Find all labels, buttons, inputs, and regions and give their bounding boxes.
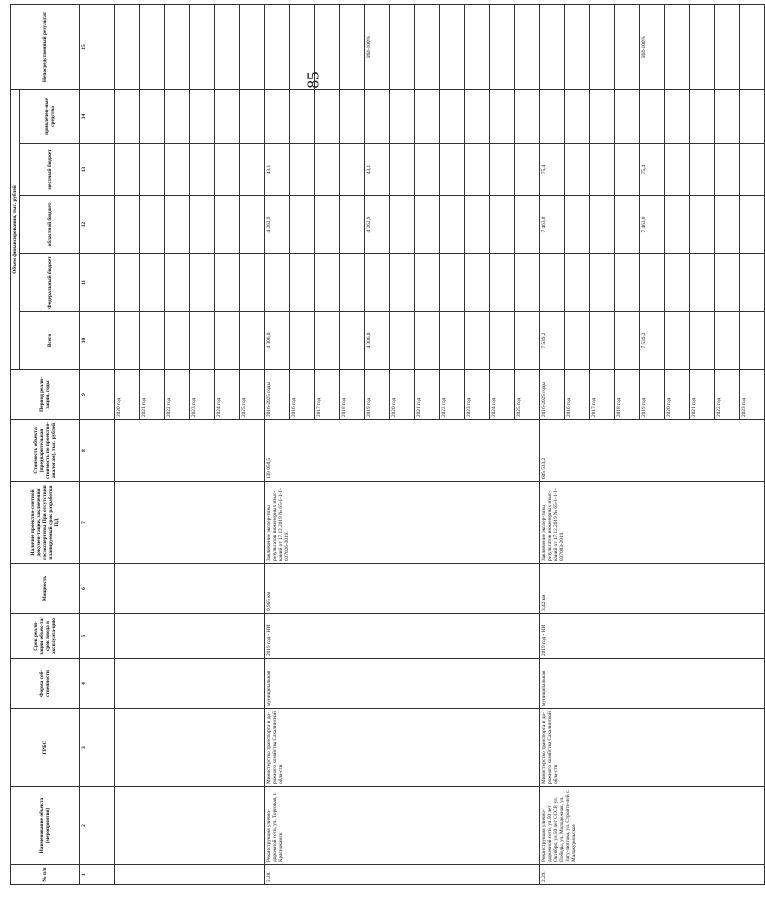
local-cell — [665, 144, 690, 196]
local-cell: 75,4 — [640, 144, 665, 196]
local-cell: 43,1 — [365, 144, 390, 196]
period-cell: 2022 год — [165, 370, 190, 420]
private-cell — [490, 89, 515, 143]
header-power: Мощность — [11, 564, 80, 614]
private-cell — [540, 89, 565, 143]
period-cell: 2018 год — [615, 370, 640, 420]
federal-cell — [340, 254, 365, 312]
empty-cell — [115, 614, 265, 659]
period-cell: 2016 год — [290, 370, 315, 420]
column-number-row — [80, 4, 115, 884]
federal-cell — [565, 254, 590, 312]
local-cell — [465, 144, 490, 196]
column-number: 14 — [80, 89, 115, 143]
private-cell — [590, 89, 615, 143]
header-name: Наименование объекта (мероприятия) — [11, 787, 80, 865]
period-cell: 2020 год — [665, 370, 690, 420]
federal-cell — [265, 254, 290, 312]
empty-cell — [165, 89, 190, 143]
local-cell — [340, 144, 365, 196]
total-cell — [665, 312, 690, 370]
federal-cell — [290, 254, 315, 312]
period-cell: 2025 год — [240, 370, 265, 420]
term-cell: 2019 год - НИ — [540, 614, 765, 659]
federal-cell — [665, 254, 690, 312]
period-cell: 2021 год — [415, 370, 440, 420]
psd-cell: Заключение экспер-тизы результатов инженерных изыс-каний от 17.12.2019 № 65-1-1-1-037083-2019. — [540, 482, 765, 564]
federal-cell — [490, 254, 515, 312]
local-cell — [740, 144, 765, 196]
column-number: 2 — [80, 787, 115, 865]
empty-cell — [115, 4, 140, 89]
empty-cell — [190, 144, 215, 196]
column-number: 12 — [80, 196, 115, 254]
column-number: 4 — [80, 659, 115, 709]
federal-cell — [315, 254, 340, 312]
local-cell — [315, 144, 340, 196]
empty-cell — [115, 787, 265, 865]
total-cell — [315, 312, 340, 370]
local-cell — [440, 144, 465, 196]
federal-cell — [715, 254, 740, 312]
result-cell — [290, 4, 315, 89]
federal-cell — [640, 254, 665, 312]
period-cell: 2024 год — [215, 370, 240, 420]
object-name: Реконструкция улично-дорожной сети, ул.50 лет Октября, ул.50 лет СССР, ул. Победы, ул. Молодежная, ул. Загу-зинтова, ул. Строите-лей с. Малокурильское — [540, 787, 765, 865]
private-cell — [515, 89, 540, 143]
empty-cell — [115, 659, 265, 709]
result-cell — [740, 4, 765, 89]
empty-cell — [115, 482, 265, 564]
private-cell — [390, 89, 415, 143]
federal-cell — [415, 254, 440, 312]
period-cell: 2018 год — [340, 370, 365, 420]
header-grbs: ГРБС — [11, 709, 80, 787]
result-cell — [340, 4, 365, 89]
period-cell: 2016-2025 годы — [265, 370, 290, 420]
header-total: Всего — [20, 312, 80, 370]
local-cell — [690, 144, 715, 196]
total-cell: 7 539,2 — [540, 312, 565, 370]
total-cell — [390, 312, 415, 370]
local-cell — [590, 144, 615, 196]
total-cell — [415, 312, 440, 370]
federal-cell — [440, 254, 465, 312]
cost-cell: 605 533,2 — [540, 420, 765, 482]
empty-cell — [115, 196, 140, 254]
header-cost: Стоимость объекта (предварительная стоимость по проектно-аналогам), тыс. рублей — [11, 420, 80, 482]
period-cell: 2022 год — [715, 370, 740, 420]
total-cell — [690, 312, 715, 370]
header-funding: Объем финансирования, тыс. рублей — [11, 89, 20, 369]
private-cell — [265, 89, 290, 143]
empty-cell — [240, 196, 265, 254]
empty-cell — [165, 4, 190, 89]
header-year-row — [115, 4, 140, 884]
period-cell: 2020 год — [115, 370, 140, 420]
total-cell — [615, 312, 640, 370]
total-cell — [490, 312, 515, 370]
object-name: Реконструкция улично-дорожной сети, ул. Торговая, г. Краснокамск — [265, 787, 540, 865]
period-cell: 2023 год — [740, 370, 765, 420]
result-cell — [315, 4, 340, 89]
grbs-cell: Министерство транспорта и до-рожного хозяйства Сахалинской обла-сти — [540, 709, 765, 787]
local-cell — [490, 144, 515, 196]
result-cell — [665, 4, 690, 89]
column-number: 9 — [80, 370, 115, 420]
result-cell — [390, 4, 415, 89]
federal-cell — [740, 254, 765, 312]
header-num: № п/п — [11, 865, 80, 885]
empty-cell — [240, 312, 265, 370]
regional-cell — [340, 196, 365, 254]
column-number: 13 — [80, 144, 115, 196]
private-cell — [690, 89, 715, 143]
header-federal: Федеральный бюджет — [20, 254, 80, 312]
column-number: 15 — [80, 4, 115, 89]
private-cell — [465, 89, 490, 143]
federal-cell — [690, 254, 715, 312]
cost-cell: 139 050,5 — [265, 420, 540, 482]
local-cell — [390, 144, 415, 196]
federal-cell — [390, 254, 415, 312]
private-cell — [290, 89, 315, 143]
empty-cell — [165, 254, 190, 312]
regional-cell — [290, 196, 315, 254]
regional-cell — [740, 196, 765, 254]
result-cell — [590, 4, 615, 89]
column-number: 11 — [80, 254, 115, 312]
empty-cell — [215, 254, 240, 312]
total-cell: 4 306,0 — [265, 312, 290, 370]
federal-cell — [465, 254, 490, 312]
column-number: 7 — [80, 482, 115, 564]
local-cell — [290, 144, 315, 196]
private-cell — [365, 89, 390, 143]
total-cell: 4 306,0 — [365, 312, 390, 370]
private-cell — [565, 89, 590, 143]
result-cell — [440, 4, 465, 89]
total-cell — [740, 312, 765, 370]
empty-cell — [165, 144, 190, 196]
total-cell — [565, 312, 590, 370]
federal-cell — [590, 254, 615, 312]
header-period: Период реали-зации, годы — [11, 370, 80, 420]
column-number: 5 — [80, 614, 115, 659]
empty-cell — [140, 89, 165, 143]
regional-cell — [690, 196, 715, 254]
empty-cell — [115, 865, 265, 885]
local-cell — [615, 144, 640, 196]
regional-cell — [415, 196, 440, 254]
period-cell: 2023 год — [190, 370, 215, 420]
local-cell — [515, 144, 540, 196]
regional-cell — [440, 196, 465, 254]
private-cell — [740, 89, 765, 143]
total-cell — [440, 312, 465, 370]
regional-cell: 4 262,9 — [265, 196, 290, 254]
empty-cell — [140, 144, 165, 196]
private-cell — [415, 89, 440, 143]
regional-cell — [665, 196, 690, 254]
regional-cell — [590, 196, 615, 254]
header-local: местный бюджет — [20, 144, 80, 196]
result-cell — [565, 4, 590, 89]
empty-cell — [115, 709, 265, 787]
result-cell — [490, 4, 515, 89]
total-cell — [590, 312, 615, 370]
table-row — [540, 4, 565, 884]
row-number: 2.29. — [540, 865, 765, 885]
period-cell: 2020 год — [390, 370, 415, 420]
empty-cell — [140, 254, 165, 312]
regional-cell — [615, 196, 640, 254]
empty-cell — [165, 196, 190, 254]
regional-cell: 7 463,8 — [540, 196, 565, 254]
federal-cell — [540, 254, 565, 312]
ownership-cell: муниципальная — [540, 659, 765, 709]
local-cell — [415, 144, 440, 196]
total-cell — [515, 312, 540, 370]
result-cell — [265, 4, 290, 89]
empty-cell — [140, 196, 165, 254]
period-cell: 2021 год — [140, 370, 165, 420]
empty-cell — [240, 89, 265, 143]
column-number: 3 — [80, 709, 115, 787]
empty-cell — [140, 312, 165, 370]
local-cell — [715, 144, 740, 196]
regional-cell — [465, 196, 490, 254]
period-cell: 2024 год — [490, 370, 515, 420]
empty-cell — [215, 196, 240, 254]
result-cell — [615, 4, 640, 89]
empty-cell — [115, 89, 140, 143]
empty-cell — [115, 254, 140, 312]
total-cell: 7 539,2 — [640, 312, 665, 370]
empty-cell — [190, 4, 215, 89]
private-cell — [715, 89, 740, 143]
regional-cell: 4 262,9 — [365, 196, 390, 254]
empty-cell — [215, 4, 240, 89]
page-number: 85 — [303, 71, 323, 89]
empty-cell — [115, 564, 265, 614]
grbs-cell: Министерство транспорта и до-рожного хозяйства Сахалинской обла-сти — [265, 709, 540, 787]
header-regional: областной бюджет — [20, 196, 80, 254]
regional-cell — [565, 196, 590, 254]
private-cell — [665, 89, 690, 143]
empty-cell — [240, 144, 265, 196]
total-cell — [290, 312, 315, 370]
empty-cell — [140, 4, 165, 89]
header-private: привлечен-ные средства — [20, 89, 80, 143]
period-cell: 2017 год — [590, 370, 615, 420]
federal-cell — [365, 254, 390, 312]
regional-cell — [490, 196, 515, 254]
period-cell: 2025 год — [515, 370, 540, 420]
result-cell — [465, 4, 490, 89]
row-number: 2.28. — [265, 865, 540, 885]
private-cell — [315, 89, 340, 143]
period-cell: 2016 год — [565, 370, 590, 420]
rotated-table-wrapper — [10, 5, 747, 885]
empty-cell — [165, 312, 190, 370]
period-cell: 2019 год — [640, 370, 665, 420]
private-cell — [440, 89, 465, 143]
column-number: 8 — [80, 420, 115, 482]
period-cell: 2023 год — [465, 370, 490, 420]
federal-cell — [615, 254, 640, 312]
empty-cell — [115, 420, 265, 482]
private-cell — [340, 89, 365, 143]
empty-cell — [190, 196, 215, 254]
header-term: Срок реали-зации объек-та/ срок ввода в эксплуата-цию — [11, 614, 80, 659]
regional-cell — [515, 196, 540, 254]
result-cell: ИИ-100% — [365, 4, 390, 89]
ownership-cell: муниципальная — [265, 659, 540, 709]
regional-cell — [715, 196, 740, 254]
result-cell — [715, 4, 740, 89]
local-cell — [565, 144, 590, 196]
regional-cell: 7 463,8 — [640, 196, 665, 254]
power-cell: 0,965 км — [265, 564, 540, 614]
period-cell: 2017 год — [315, 370, 340, 420]
empty-cell — [115, 312, 140, 370]
financing-table — [10, 4, 765, 885]
empty-cell — [215, 89, 240, 143]
total-cell — [340, 312, 365, 370]
total-cell — [715, 312, 740, 370]
private-cell — [615, 89, 640, 143]
federal-cell — [515, 254, 540, 312]
column-number: 6 — [80, 564, 115, 614]
result-cell — [515, 4, 540, 89]
empty-cell — [240, 4, 265, 89]
header-ownership: Форма соб-ственности — [11, 659, 80, 709]
regional-cell — [390, 196, 415, 254]
psd-cell: Заключение экспер-тизы результатов инженерных изыс-каний от 17.12.2019 № 65-1-1-1-037026-2019. — [265, 482, 540, 564]
empty-cell — [190, 312, 215, 370]
period-cell: 2019 год — [365, 370, 390, 420]
result-cell — [540, 4, 565, 89]
result-cell: ИИ-100% — [640, 4, 665, 89]
regional-cell — [315, 196, 340, 254]
empty-cell — [240, 254, 265, 312]
total-cell — [465, 312, 490, 370]
period-cell: 2021 год — [690, 370, 715, 420]
period-cell: 2022 год — [440, 370, 465, 420]
local-cell: 75,4 — [540, 144, 565, 196]
result-cell — [690, 4, 715, 89]
header-result: Непосредственный результат — [11, 4, 80, 89]
local-cell: 43,1 — [265, 144, 290, 196]
empty-cell — [115, 144, 140, 196]
empty-cell — [190, 254, 215, 312]
period-cell: 2016-2025 годы — [540, 370, 565, 420]
private-cell — [640, 89, 665, 143]
result-cell — [415, 4, 440, 89]
header-psd: Наличие проектно-сметной докумен-тации, заключения госэкспертизы При отсутствии планируемый срок разработки ПД — [11, 482, 80, 564]
empty-cell — [215, 312, 240, 370]
term-cell: 2019 год - НИ — [265, 614, 540, 659]
empty-cell — [215, 144, 240, 196]
column-number: 10 — [80, 312, 115, 370]
table-row — [265, 4, 290, 884]
power-cell: 3,42 км — [540, 564, 765, 614]
column-number: 1 — [80, 865, 115, 885]
empty-cell — [190, 89, 215, 143]
